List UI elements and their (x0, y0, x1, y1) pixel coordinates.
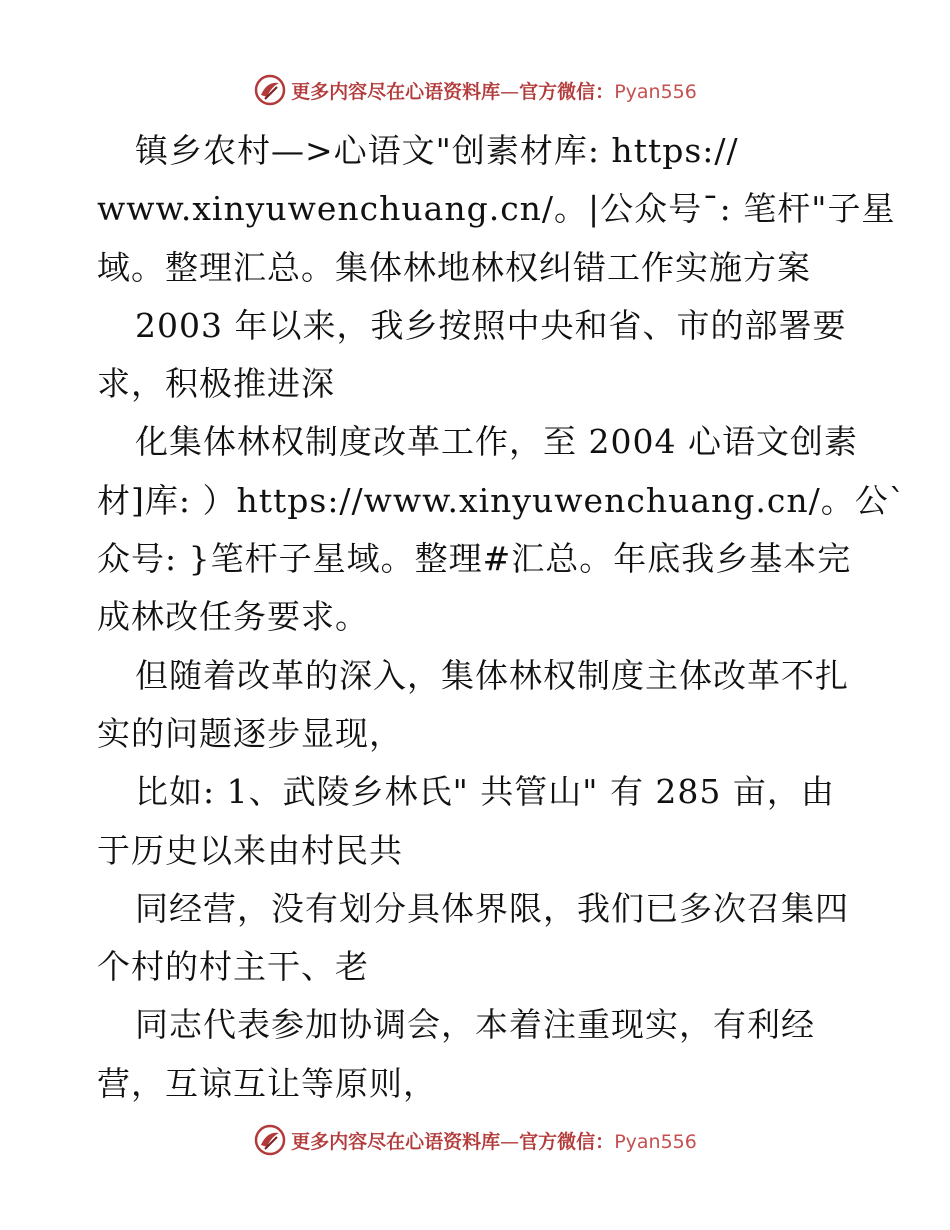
text-line: 同经营，没有划分具体界限，我们已多次召集四 (135, 888, 849, 928)
text-line: 比如: 1、武陵乡林氏" 共管山" 有 285 亩，由 (135, 772, 835, 812)
text-line: 众号: }笔杆子星域。整理#汇总。年底我乡基本完 (97, 539, 852, 579)
text-line: 镇乡农村—>心语文"创素材库: https:// (135, 131, 739, 170)
text-line: 同志代表参加协调会，本着注重现实，有利经 (135, 1005, 815, 1045)
footer-separator: — (500, 1130, 520, 1153)
text-line: 域。整理汇总。集体林地林权纠错工作实施方案 (97, 247, 811, 287)
text-line: 2003 年以来，我乡按照中央和省、市的部署要 (135, 305, 847, 345)
brand-logo-icon (253, 1123, 287, 1157)
footer-brand-text (291, 1127, 697, 1154)
text-line: 成林改任务要求。 (97, 597, 369, 637)
text-line: 个村的村主干、老 (97, 947, 369, 987)
text-line: 营，互谅互让等原则， (97, 1063, 437, 1103)
header-brand-text (291, 77, 697, 104)
header-wechat-label: 官方微信： (519, 80, 615, 103)
document-body (97, 122, 907, 1113)
text-line: www.xinyuwenchuang.cn/。|公众号¯: 笔杆"子星 (97, 189, 896, 229)
header-separator: — (500, 80, 520, 103)
footer-wechat-label: 官方微信： (519, 1130, 615, 1153)
header-banner (0, 70, 950, 110)
footer-brand: 更多内容尽在心语资料库 (291, 1130, 501, 1153)
text-line: 于历史以来由村民共 (97, 830, 403, 870)
footer-wechat-id: Pyan556 (614, 1130, 697, 1153)
text-line: 求，积极推进深 (97, 364, 335, 404)
brand-logo-icon (253, 73, 287, 107)
header-brand: 更多内容尽在心语资料库 (291, 80, 501, 103)
text-line: 但随着改革的深入，集体林权制度主体改革不扎 (135, 655, 849, 695)
text-line: 实的问题逐步显现， (97, 713, 403, 753)
footer-banner (0, 1120, 950, 1160)
text-line: 材]库: ）https://www.xinyuwenchuang.cn/。公` (97, 480, 907, 520)
header-wechat-id: Pyan556 (614, 80, 697, 103)
text-line: 化集体林权制度改革工作，至 2004 心语文创素 (135, 422, 858, 462)
